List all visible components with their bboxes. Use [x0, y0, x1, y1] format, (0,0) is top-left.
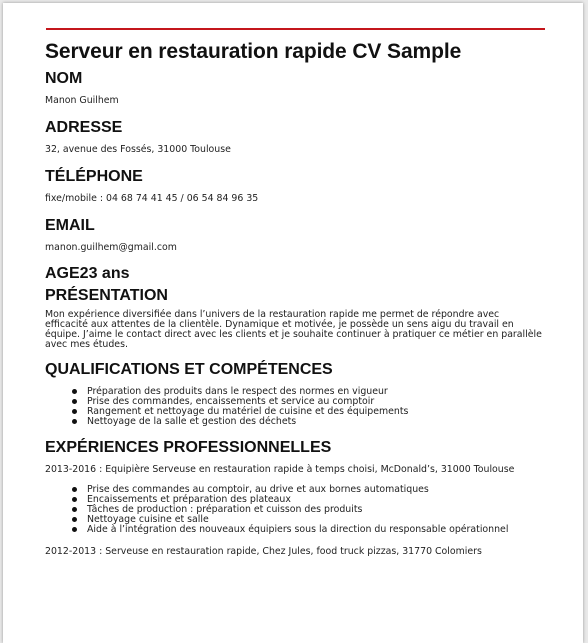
bullet-icon	[72, 497, 77, 502]
adresse-value: 32, avenue des Fossés, 31000 Toulouse	[45, 144, 231, 155]
qualifications-heading: QUALIFICATIONS ET COMPÉTENCES	[45, 361, 333, 378]
age-value: 23 ans	[79, 265, 130, 282]
telephone-heading: TÉLÉPHONE	[45, 168, 143, 185]
telephone-value: fixe/mobile : 04 68 74 41 45 / 06 54 84 96 35	[45, 193, 259, 204]
experiences-heading: EXPÉRIENCES PROFESSIONNELLES	[45, 439, 332, 456]
presentation-heading: PRÉSENTATION	[45, 287, 168, 304]
bullet-icon	[72, 419, 77, 424]
email-heading: EMAIL	[45, 217, 95, 234]
list-item: Encaissements et préparation des plateaux	[87, 495, 545, 505]
bullet-icon	[72, 409, 77, 414]
bullet-icon	[72, 507, 77, 512]
title-rule	[46, 28, 545, 30]
email-value: manon.guilhem@gmail.com	[45, 242, 177, 253]
list-item: Nettoyage de la salle et gestion des déchets	[87, 417, 545, 427]
list-item: Tâches de production : préparation et cuisson des produits	[87, 505, 545, 515]
nom-heading: NOM	[45, 70, 83, 87]
cv-page	[3, 3, 583, 643]
presentation-text: Mon expérience diversifiée dans l’univers de la restauration rapide me permet de répondre avec efficacité aux attentes de la clientèle. Dynamique et motivée, je possède un sens aigu du travail en équipe. J’aime le contact direct avec les clients et je souhaite continuer à pratiquer ce métier en parallèle avec mes études.	[45, 309, 542, 350]
list-item: Rangement et nettoyage du matériel de cuisine et des équipements	[87, 407, 545, 417]
list-item: Aide à l’intégration des nouveaux équipiers sous la direction du responsable opérationnel	[87, 525, 545, 535]
bullet-icon	[72, 527, 77, 532]
qualifications-list	[45, 387, 545, 427]
bullet-icon	[72, 487, 77, 492]
bullet-icon	[72, 389, 77, 394]
cv-title: Serveur en restauration rapide CV Sample	[45, 40, 462, 63]
list-item: Prise des commandes, encaissements et service au comptoir	[87, 397, 545, 407]
nom-value: Manon Guilhem	[45, 95, 119, 106]
age-line	[45, 264, 545, 284]
bullet-icon	[72, 517, 77, 522]
job-1-list	[45, 485, 545, 535]
list-item: Préparation des produits dans le respect des normes en vigueur	[87, 387, 545, 397]
adresse-heading: ADRESSE	[45, 119, 123, 136]
age-heading: AGE	[45, 265, 80, 282]
list-item: Prise des commandes au comptoir, au drive et aux bornes automatiques	[87, 485, 545, 495]
bullet-icon	[72, 399, 77, 404]
job-1-header: 2013-2016 : Equipière Serveuse en restauration rapide à temps choisi, McDonald’s, 31000 Toulouse	[45, 464, 515, 475]
cv-content	[45, 39, 545, 557]
job-2-header: 2012-2013 : Serveuse en restauration rapide, Chez Jules, food truck pizzas, 31770 Colomiers	[45, 546, 482, 557]
list-item: Nettoyage cuisine et salle	[87, 515, 545, 525]
